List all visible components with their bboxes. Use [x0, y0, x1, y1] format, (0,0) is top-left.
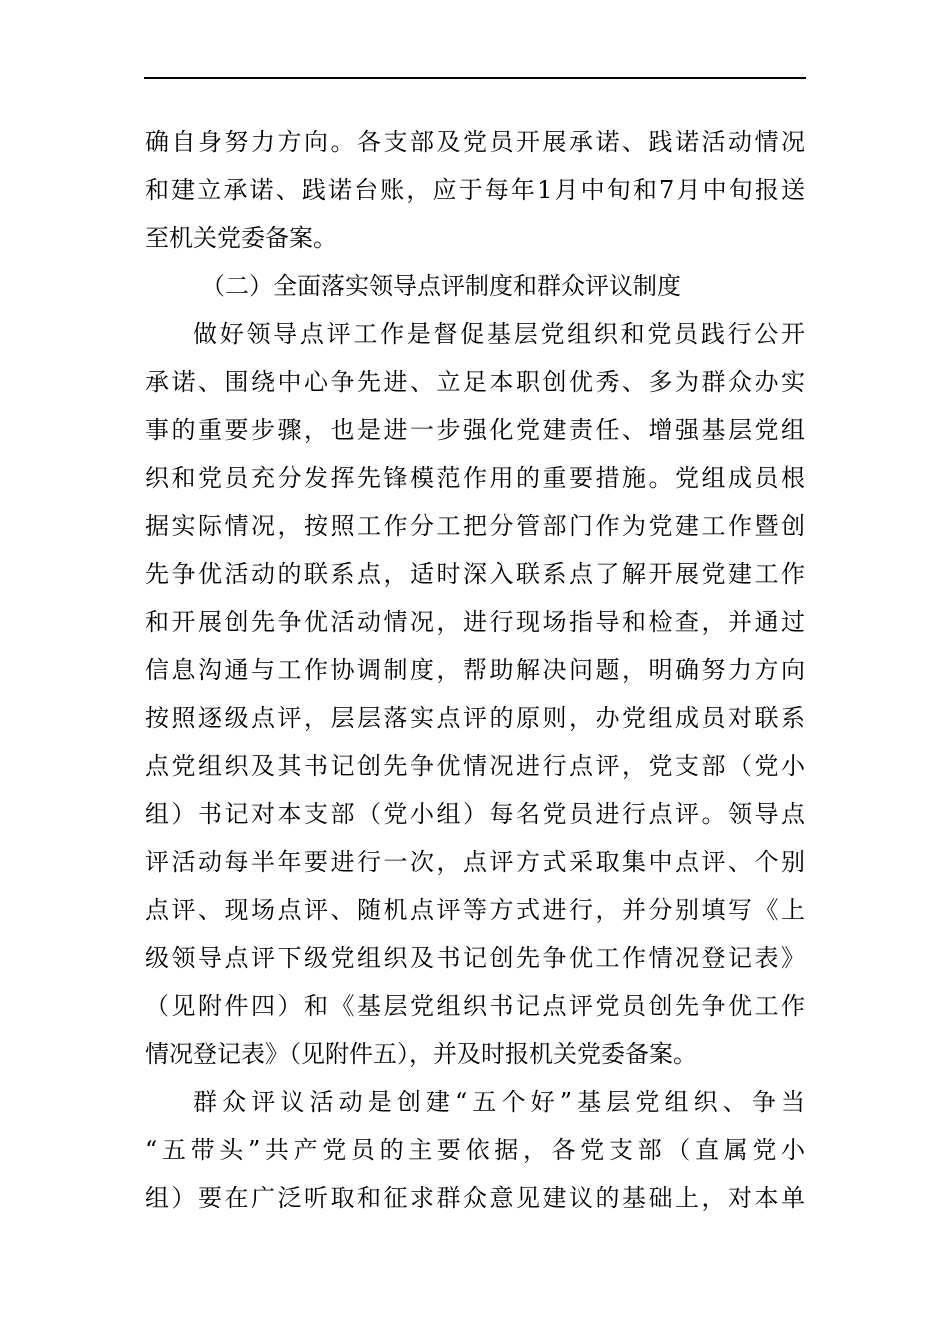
paragraph-3-line-1: 做好领导点评工作是督促基层党组织和党员践行公开 — [193, 320, 805, 348]
header-rule — [144, 77, 806, 79]
paragraph-3-line-16: 情况登记表》（见附件五），并及时报机关党委备案。 — [145, 1040, 697, 1068]
paragraph-3-line-8: 信息沟通与工作协调制度，帮助解决问题，明确努力方向 — [145, 656, 805, 684]
paragraph-3-line-2: 承诺、围绕中心争先进、立足本职创优秀、多为群众办实 — [145, 368, 805, 396]
paragraph-3-line-12: 评活动每半年要进行一次，点评方式采取集中点评、个别 — [145, 848, 805, 876]
paragraph-4-line-2: “五带头”共产党员的主要依据，各党支部（直属党小 — [145, 1136, 805, 1164]
document-body — [145, 118, 805, 1222]
paragraph-1-line-1: 确自身努力方向。各支部及党员开展承诺、践诺活动情况 — [145, 128, 805, 156]
paragraph-3-line-3: 事的重要步骤，也是进一步强化党建责任、增强基层党组 — [145, 416, 805, 444]
paragraph-3-line-9: 按照逐级点评，层层落实点评的原则，办党组成员对联系 — [145, 704, 805, 732]
paragraph-3-line-7: 和开展创先争优活动情况，进行现场指导和检查，并通过 — [145, 608, 805, 636]
paragraph-3-line-5: 据实际情况，按照工作分工把分管部门作为党建工作暨创 — [145, 512, 805, 540]
paragraph-3-line-11: 组）书记对本支部（党小组）每名党员进行点评。领导点 — [145, 800, 805, 828]
paragraph-3-line-4: 织和党员充分发挥先锋模范作用的重要措施。党组成员根 — [145, 464, 805, 492]
section-heading: （二）全面落实领导点评制度和群众评议制度 — [201, 272, 681, 300]
paragraph-3-line-6: 先争优活动的联系点，适时深入联系点了解开展党建工作 — [145, 560, 805, 588]
paragraph-1-line-2: 和建立承诺、践诺台账，应于每年1月中旬和7月中旬报送 — [145, 176, 805, 204]
paragraph-4-line-3: 组）要在广泛听取和征求群众意见建议的基础上，对本单 — [145, 1184, 805, 1212]
paragraph-4-line-1: 群众评议活动是创建“五个好”基层党组织、争当 — [193, 1088, 805, 1116]
paragraph-3-line-14: 级领导点评下级党组织及书记创先争优工作情况登记表》 — [145, 944, 805, 972]
paragraph-3-line-13: 点评、现场点评、随机点评等方式进行，并分别填写《上 — [145, 896, 805, 924]
paragraph-1-line-3: 至机关党委备案。 — [145, 224, 337, 252]
paragraph-3-line-10: 点党组织及其书记创先争优情况进行点评，党支部（党小 — [145, 752, 805, 780]
paragraph-3-line-15: （见附件四）和《基层党组织书记点评党员创先争优工作 — [145, 992, 805, 1020]
